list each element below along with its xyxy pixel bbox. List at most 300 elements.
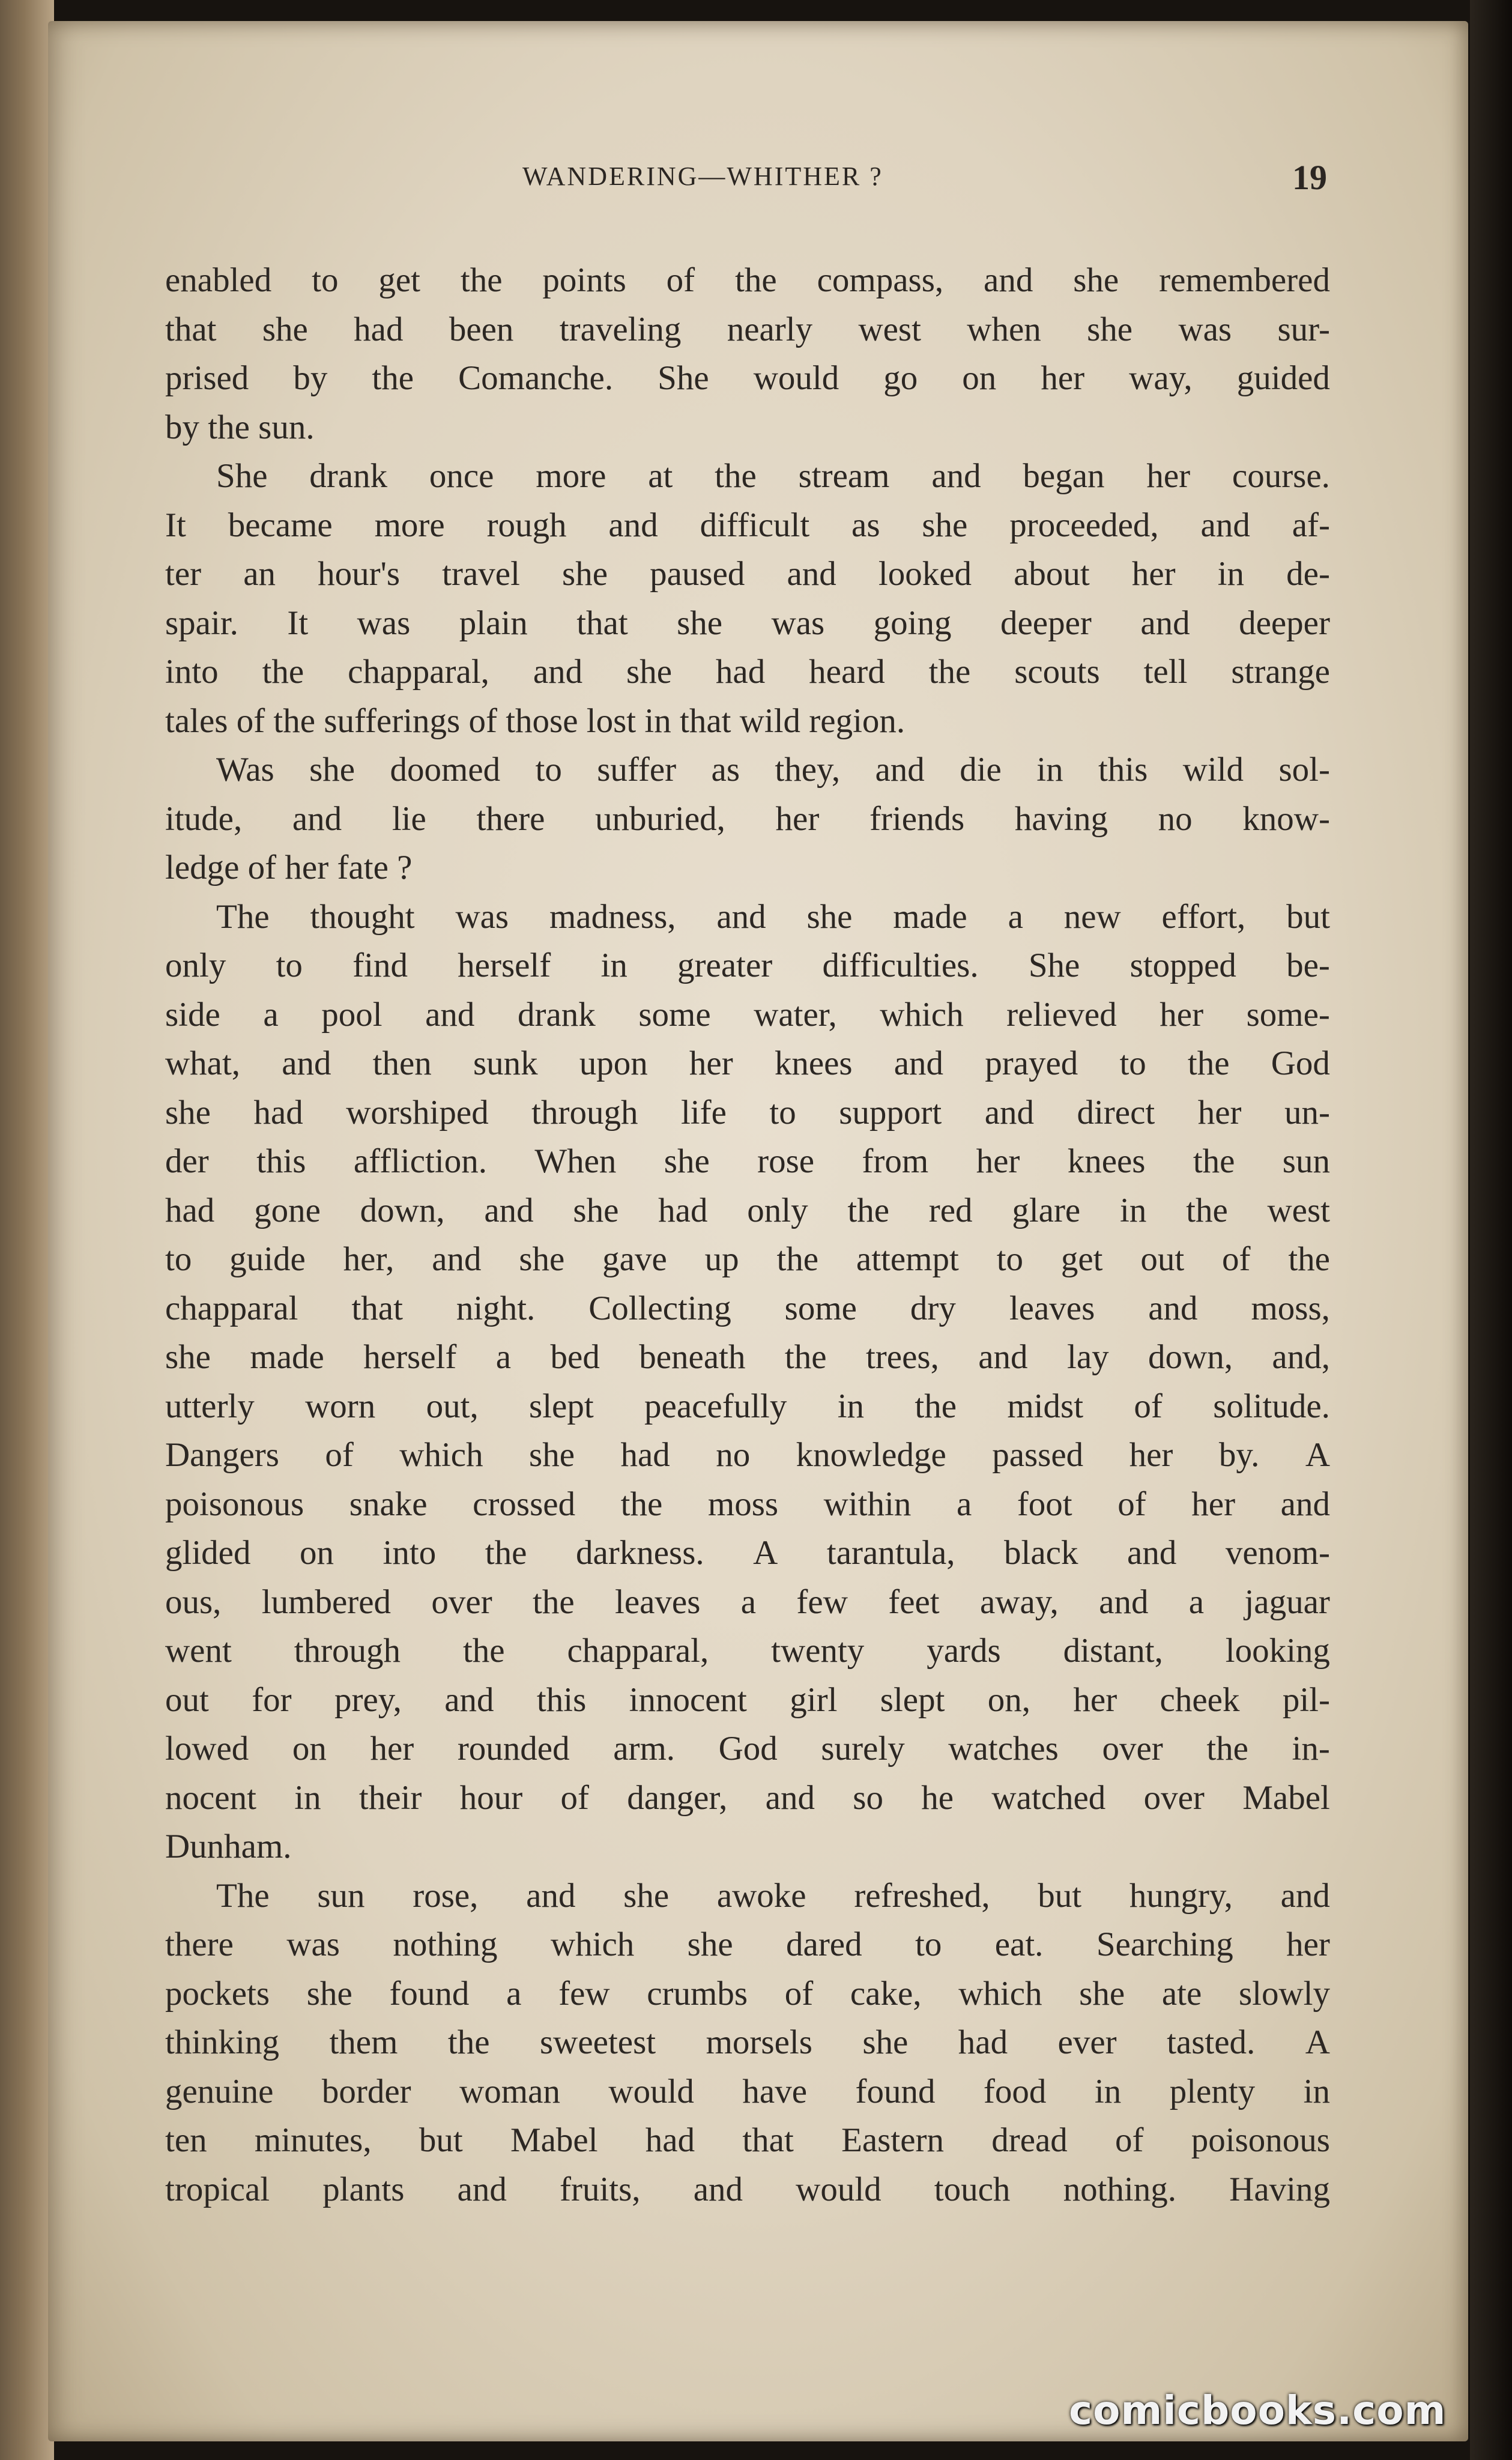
word: she [677,604,723,642]
word: and [787,555,836,593]
word: course. [1232,457,1330,495]
word: and [425,995,475,1034]
word: Eastern [841,2121,944,2159]
word: relieved [1006,995,1117,1034]
word: af- [1292,506,1330,544]
watermark: comicbooks.com [1069,2387,1447,2434]
word: the [372,359,414,397]
word: night. [456,1289,536,1327]
word: of [325,1436,354,1474]
word: her [775,799,820,838]
word: of [784,1974,814,2013]
word: chapparal [165,1289,298,1327]
word: side [165,995,220,1034]
word: When [534,1142,617,1180]
text-line [165,941,1330,990]
text-line [165,1284,1330,1333]
word: few [796,1583,848,1621]
text-line [165,1333,1330,1382]
word: and [1280,1876,1330,1915]
word: die [960,751,1002,789]
word: down, [360,1191,445,1229]
text-line [165,745,1330,795]
word: strange [1231,653,1330,691]
word: in [600,947,627,984]
text-line [165,892,1330,942]
word: proceeded, [1009,506,1159,544]
word: direct [1077,1093,1155,1132]
word: would [608,2072,694,2110]
word: she [623,1876,670,1915]
word: in [294,1778,321,1817]
word: Searching [1096,1925,1233,1963]
word: passed [992,1436,1084,1474]
word: few [558,1974,610,2013]
word: have [742,2072,807,2110]
word: remembered [1159,261,1330,299]
word: some [784,1289,857,1327]
word: sun [1282,1142,1330,1180]
word: new [1063,897,1121,936]
word: once [429,457,494,495]
word: Having [1229,2170,1330,2208]
word: tasted. [1167,2023,1256,2061]
word: her [370,1730,414,1768]
word: scouts [1014,653,1100,691]
word: their [358,1778,422,1817]
word: over [431,1583,492,1621]
word: enabled [165,261,272,299]
word: A [753,1534,778,1572]
book-binding [0,0,54,2460]
word: knees [1067,1142,1146,1180]
word: ever [1057,2023,1117,2061]
word: deeper [1000,604,1092,642]
word: to [1119,1044,1146,1082]
word: had [645,2121,695,2159]
text-line [165,305,1330,354]
word: lie [392,799,426,838]
word: the [447,2023,490,2061]
text-line [165,501,1330,550]
text-line [165,1088,1330,1138]
word: and [526,1876,576,1915]
word: the [847,1191,889,1229]
word: attempt [856,1240,959,1278]
word: in- [1292,1730,1330,1768]
word: became [228,506,333,544]
word: difficult [700,506,810,544]
word: and [533,653,583,691]
word: difficulties. [822,947,979,984]
word: went [165,1632,232,1670]
word: jaguar [1244,1583,1330,1621]
word: ter [165,555,202,593]
word: chapparal, [348,653,489,691]
word: she [862,2023,909,2061]
word: way, [1129,359,1193,397]
word: leaves [615,1583,701,1621]
word: her, [343,1240,395,1278]
word: for [252,1680,292,1719]
word: get [378,261,420,299]
text-line: ledge of her fate ? [165,849,413,886]
text-line [165,599,1330,648]
word: this [536,1680,587,1719]
word: out, [426,1387,479,1425]
word: Comanche. [458,359,614,397]
word: and [292,799,342,838]
word: her [1191,1485,1236,1523]
word: trees, [865,1338,939,1376]
word: which [880,995,964,1034]
word: get [1060,1240,1103,1278]
word: watches [948,1730,1059,1768]
word: sunk [473,1044,538,1082]
word: glare [1012,1191,1081,1229]
text-line [165,354,1330,403]
word: that [165,310,217,348]
word: the [784,1338,827,1376]
word: morsels [706,2023,812,2061]
word: to [312,261,339,299]
word: knowledge [796,1436,946,1474]
word: her [976,1142,1020,1180]
word: thinking [165,2023,280,2061]
word: the [776,1240,819,1278]
word: slept [529,1387,594,1425]
word: the [1186,1191,1228,1229]
word: A [1305,2023,1330,2061]
word: arm. [613,1730,676,1768]
word: looking [1225,1632,1330,1670]
word: found [855,2072,936,2110]
text-line [165,990,1330,1040]
word: gone [254,1191,321,1229]
word: thought [310,897,415,936]
word: what, [165,1044,241,1082]
word: was [455,897,509,936]
word: stopped [1129,947,1236,984]
word: paused [650,555,745,593]
text-line [165,452,1330,501]
word: her [1129,1436,1173,1474]
word: only [747,1191,808,1229]
word: on, [987,1680,1031,1719]
word: and [484,1191,534,1229]
word: glided [165,1534,251,1572]
word: rough [486,506,567,544]
word: when [967,310,1041,348]
word: itude, [165,799,243,838]
word: her [1197,1093,1242,1132]
word: ate [1161,1974,1202,2013]
word: away, [979,1583,1059,1621]
word: the [1206,1730,1248,1768]
word: and [765,1778,815,1817]
word: and [894,1044,944,1082]
word: the [533,1583,575,1621]
word: food [983,2072,1047,2110]
word: and, [1272,1338,1330,1376]
word: awoke [716,1876,806,1915]
word: had [253,1093,303,1132]
word: and [875,751,925,789]
word: and [984,261,1033,299]
word: the [462,1632,505,1670]
word: herself [363,1338,457,1376]
word: The [216,1876,270,1915]
word: pockets [165,1974,270,2013]
word: sur- [1277,310,1330,348]
word: there [165,1925,234,1963]
word: about [1014,555,1090,593]
word: a [740,1583,757,1621]
word: twenty [771,1632,865,1670]
word: she [309,751,355,789]
word: deeper [1239,604,1330,642]
word: ten [165,2121,207,2159]
word: solitude. [1213,1387,1330,1425]
word: the [928,653,971,691]
body-text [165,256,1330,2214]
word: tell [1143,653,1188,691]
word: and [984,1093,1034,1132]
word: had [658,1191,708,1229]
word: black [1004,1534,1078,1572]
word: Mabel [1242,1778,1330,1817]
word: as [711,751,740,789]
word: refreshed, [854,1876,990,1915]
word: the [262,653,304,691]
word: feet [888,1583,940,1621]
word: and [693,2170,743,2208]
word: at [648,457,673,495]
word: der [165,1142,209,1180]
word: she [519,1240,565,1278]
word: a [506,1974,522,2013]
word: the [620,1485,663,1523]
word: of [666,261,695,299]
word: nearly [727,310,813,348]
word: been [449,310,514,348]
word: de- [1286,555,1330,593]
word: watched [991,1778,1106,1817]
text-line [165,1626,1330,1676]
word: no [716,1436,751,1474]
word: on [292,1730,327,1768]
word: down, [1148,1338,1233,1376]
word: She [1028,947,1080,984]
word: friends [869,799,965,838]
page-number: 19 [1292,158,1327,197]
word: cheek [1160,1680,1240,1719]
word: leaves [1009,1289,1095,1327]
word: effort, [1161,897,1246,936]
text-line [165,1969,1330,2019]
word: It [287,604,309,642]
word: of [560,1778,589,1817]
word: upon [579,1044,648,1082]
word: and [978,1338,1028,1376]
word: her [1073,1680,1117,1719]
text-line: Dunham. [165,1828,292,1865]
word: foot [1017,1485,1072,1523]
word: she [922,506,968,544]
word: red [928,1191,973,1229]
word: slowly [1238,1974,1330,2013]
word: doomed [390,751,501,789]
word: nothing. [1063,2170,1177,2208]
word: on [962,359,997,397]
word: midst [1007,1387,1084,1425]
word: guide [229,1240,306,1278]
word: had [715,653,766,691]
word: had [958,2023,1008,2061]
word: she [262,310,308,348]
word: stream [798,457,890,495]
word: eat. [994,1925,1044,1963]
word: moss, [1251,1289,1330,1327]
word: the [735,261,777,299]
word: gave [602,1240,667,1278]
word: touch [934,2170,1011,2208]
word: lowed [165,1730,249,1768]
word: moss [707,1485,779,1523]
text-line [165,550,1330,599]
word: the [1187,1044,1230,1082]
word: had [620,1436,670,1474]
text-line [165,1480,1330,1529]
word: plenty [1169,2072,1256,2110]
word: this [256,1142,306,1180]
word: and [1099,1583,1149,1621]
word: she [1079,1974,1125,2013]
word: wild [1182,751,1244,789]
text-line [165,1039,1330,1088]
text-line [165,1528,1330,1578]
word: her [1146,457,1191,495]
word: crossed [473,1485,576,1523]
word: go [883,359,918,397]
word: and [1140,604,1190,642]
word: affliction. [353,1142,487,1180]
word: them [329,2023,398,2061]
word: points [542,261,626,299]
word: by. [1218,1436,1260,1474]
word: rose [757,1142,815,1180]
word: nothing [393,1925,498,1963]
word: looked [878,555,972,593]
word: the [715,457,757,495]
word: would [796,2170,881,2208]
word: nocent [165,1778,256,1817]
word: danger, [627,1778,728,1817]
word: travel [442,555,520,593]
word: border [321,2072,411,2110]
word: hungry, [1129,1876,1233,1915]
word: madness, [549,897,676,936]
word: pool [321,995,383,1034]
text-line [165,1920,1330,1969]
text-line [165,2116,1330,2165]
word: suffer [597,751,677,789]
word: The [216,897,270,936]
word: from [862,1142,929,1180]
word: no [1158,799,1193,838]
word: by [293,359,328,397]
word: in [1036,751,1063,789]
word: and [1148,1289,1198,1327]
word: and [931,457,981,495]
text-line: by the sun. [165,408,315,446]
word: a [1188,1583,1205,1621]
word: to [915,1925,942,1963]
word: the [1288,1240,1330,1278]
word: Dangers [165,1436,279,1474]
word: a [263,995,279,1034]
word: poisonous [1191,2121,1330,2159]
word: she [806,897,853,936]
word: and [716,897,766,936]
word: spair. [165,604,238,642]
word: some- [1246,995,1330,1034]
word: genuine [165,2072,274,2110]
word: she [165,1093,211,1132]
word: there [476,799,545,838]
word: she [626,653,673,691]
word: plain [459,604,528,642]
word: utterly [165,1387,255,1425]
word: through [294,1632,401,1670]
word: had [165,1191,215,1229]
word: be- [1286,947,1330,984]
word: prised [165,359,249,397]
word: A [1305,1436,1330,1474]
text-line [165,1137,1330,1186]
word: lumbered [261,1583,392,1621]
text-line [165,1676,1330,1725]
word: more [374,506,445,544]
word: Collecting [588,1289,731,1327]
word: so [853,1778,883,1817]
word: through [531,1093,638,1132]
word: venom- [1225,1534,1330,1572]
word: then [372,1044,432,1082]
word: bed [550,1338,600,1376]
word: was [771,604,825,642]
word: to [769,1093,796,1132]
word: into [383,1534,437,1572]
text-line [165,1724,1330,1774]
word: pil- [1282,1680,1330,1719]
word: he [921,1778,954,1817]
word: her [1286,1925,1330,1963]
word: distant, [1063,1632,1163,1670]
word: into [165,653,219,691]
text-line [165,1578,1330,1627]
word: her [689,1044,733,1082]
word: crumbs [647,1974,748,2013]
word: slept [880,1680,945,1719]
word: greater [677,947,773,984]
word: and [1280,1485,1330,1523]
word: of [1117,1485,1146,1523]
word: she [529,1436,575,1474]
word: She [658,359,709,397]
word: an [243,555,276,593]
word: she [687,1925,733,1963]
